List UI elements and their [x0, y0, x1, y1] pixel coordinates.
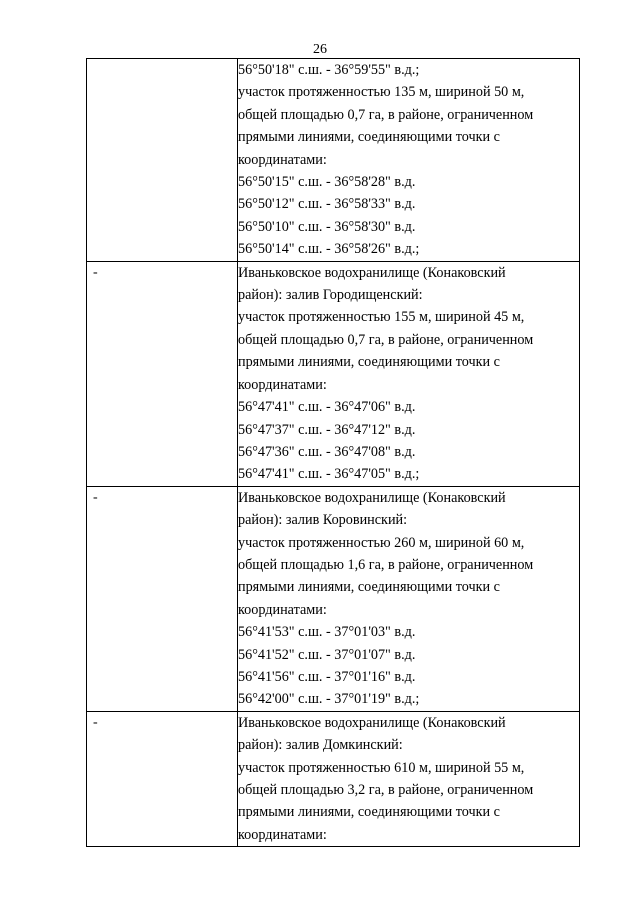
text-line: 56°50'10" с.ш. - 36°58'30" в.д.	[238, 218, 416, 235]
text-line: 56°50'14" с.ш. - 36°58'26" в.д.;	[238, 241, 420, 258]
row-dash: -	[93, 489, 98, 505]
table-row	[87, 261, 580, 486]
text-line: прямыми линиями, соединяющими точки с	[238, 579, 500, 596]
row-marker-cell	[87, 486, 238, 711]
text-line: координатами:	[238, 151, 327, 168]
text-line: район): залив Домкинский:	[238, 737, 403, 754]
row-marker-cell	[87, 59, 238, 262]
row-marker-cell	[87, 261, 238, 486]
text-line: 56°47'37" с.ш. - 36°47'12" в.д.	[238, 421, 416, 438]
text-line: район): залив Городищенский:	[238, 287, 423, 304]
text-line: участок протяженностью 260 м, шириной 60 м,	[238, 534, 525, 551]
regulation-table	[86, 58, 580, 847]
table-body	[87, 59, 580, 847]
text-line: прямыми линиями, соединяющими точки с	[238, 354, 500, 371]
text-line: общей площадью 3,2 га, в районе, ограниченном	[238, 782, 534, 798]
text-line: 56°47'41" с.ш. - 36°47'05" в.д.;	[238, 466, 420, 483]
text-line: Иваньковское водохранилище (Конаковский	[238, 489, 506, 506]
text-line: участок протяженностью 155 м, шириной 45 м,	[238, 309, 525, 326]
text-line: участок протяженностью 610 м, шириной 55 м,	[238, 759, 525, 776]
row-text-cell	[238, 59, 580, 262]
text-line: 56°42'00" с.ш. - 37°01'19" в.д.;	[238, 691, 420, 708]
text-line: район): залив Коровинский:	[238, 512, 408, 529]
table-row	[87, 486, 580, 711]
row-dash: -	[93, 714, 98, 730]
text-line: 56°50'15" с.ш. - 36°58'28" в.д.	[238, 174, 416, 191]
text-line: 56°47'36" с.ш. - 36°47'08" в.д.	[238, 443, 416, 460]
text-line: прямыми линиями, соединяющими точки с	[238, 804, 500, 821]
table-row	[87, 59, 580, 262]
text-line: 56°47'41" с.ш. - 36°47'06" в.д.	[238, 399, 416, 416]
text-line: 56°50'12" с.ш. - 36°58'33" в.д.	[238, 196, 416, 213]
text-line: Иваньковское водохранилище (Конаковский	[238, 264, 506, 281]
row-text-cell	[238, 486, 580, 711]
text-line: координатами:	[238, 601, 327, 618]
text-line: 56°50'18" с.ш. - 36°59'55" в.д.;	[238, 62, 420, 78]
row-text-cell	[238, 261, 580, 486]
text-line: 56°41'53" с.ш. - 37°01'03" в.д.	[238, 624, 416, 641]
text-line: Иваньковское водохранилище (Конаковский	[238, 714, 506, 731]
text-line: 56°41'52" с.ш. - 37°01'07" в.д.	[238, 646, 416, 663]
text-line: общей площадью 0,7 га, в районе, ограниченном	[238, 331, 534, 348]
row-dash	[87, 59, 237, 81]
text-line: участок протяженностью 135 м, шириной 50 м,	[238, 84, 525, 101]
row-dash: -	[93, 264, 98, 280]
text-line: прямыми линиями, соединяющими точки с	[238, 129, 500, 146]
row-text-cell	[238, 711, 580, 846]
text-line: общей площадью 1,6 га, в районе, ограниченном	[238, 556, 534, 573]
text-line: 56°41'56" с.ш. - 37°01'16" в.д.	[238, 668, 416, 685]
page-number: 26	[313, 42, 327, 57]
text-line: координатами:	[238, 826, 327, 843]
table-row	[87, 711, 580, 846]
row-marker-cell	[87, 711, 238, 846]
text-line: координатами:	[238, 376, 327, 393]
text-line: общей площадью 0,7 га, в районе, ограниченном	[238, 106, 534, 123]
